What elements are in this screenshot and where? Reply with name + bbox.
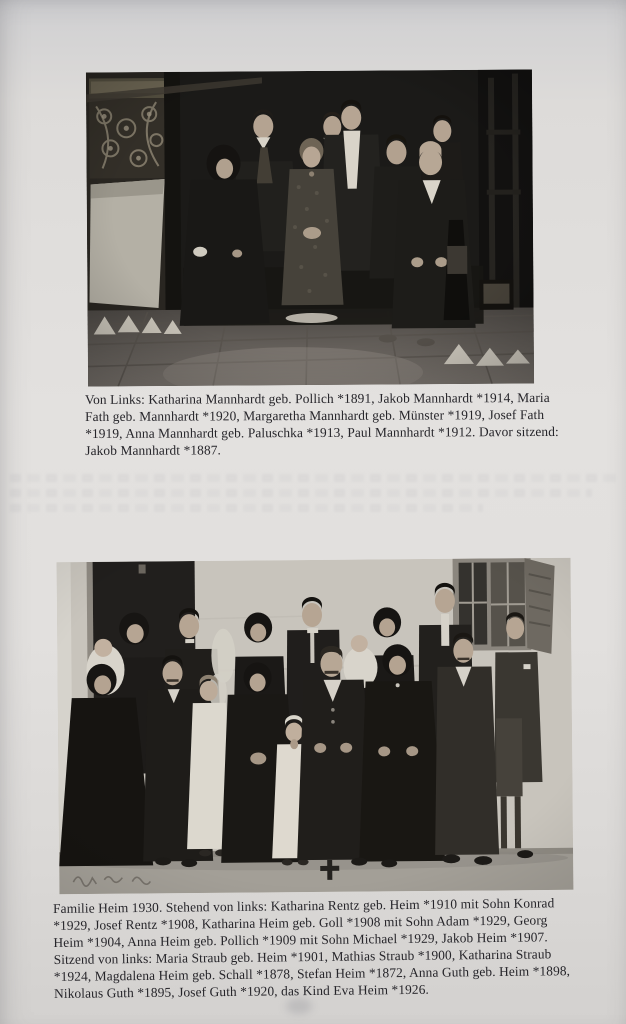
caption-line: *1919, Anna Mannhardt geb. Paluschka *1913, Paul Mannhardt *1912. Davor sitzend: [85,423,559,441]
photo-heim-illustration [57,558,574,894]
caption-line: *1924, Magdalena Heim geb. Schall *1878, Stefan Heim *1872, Anna Guth geb. Heim *1898, [53,962,571,984]
caption-line: Familie Heim 1930. Stehend von links: Katharina Rentz geb. Heim *1910 mit Sohn Konrad [53,895,555,916]
paper-smudge [286,998,312,1014]
caption-line: Heim *1904, Anna Heim geb. Pollich *1909 mit Sohn Michael *1929, Jakob Heim *1907. [53,929,548,950]
caption-line: Jakob Mannhardt *1887. [85,442,222,458]
family-photo-mannhardt [86,69,534,386]
caption-line: Nikolaus Guth *1895, Josef Guth *1920, das Kind Eva Heim *1926. [53,981,429,1001]
photo-caption-heim [53,895,570,1002]
caption-line: Fath geb. Mannhardt *1920, Margaretha Mannhardt geb. Münster *1919, Josef Fath [85,406,545,424]
caption-line: Sitzend von links: Maria Straub geb. Heim *1901, Mathias Straub *1900, Katharina Straub [53,946,552,967]
caption-line: Von Links: Katharina Mannhardt geb. Pollich *1891, Jakob Mannhardt *1914, Maria [85,389,550,407]
photo-caption-mannhardt [85,390,559,460]
caption-line: *1929, Josef Rentz *1908, Katharina Heim geb. Goll *1908 mit Sohn Adam *1929, Georg [53,912,548,933]
reverse-page-showthrough [10,474,616,519]
family-photo-heim [57,558,574,894]
photo-mannhardt-illustration [86,69,534,386]
